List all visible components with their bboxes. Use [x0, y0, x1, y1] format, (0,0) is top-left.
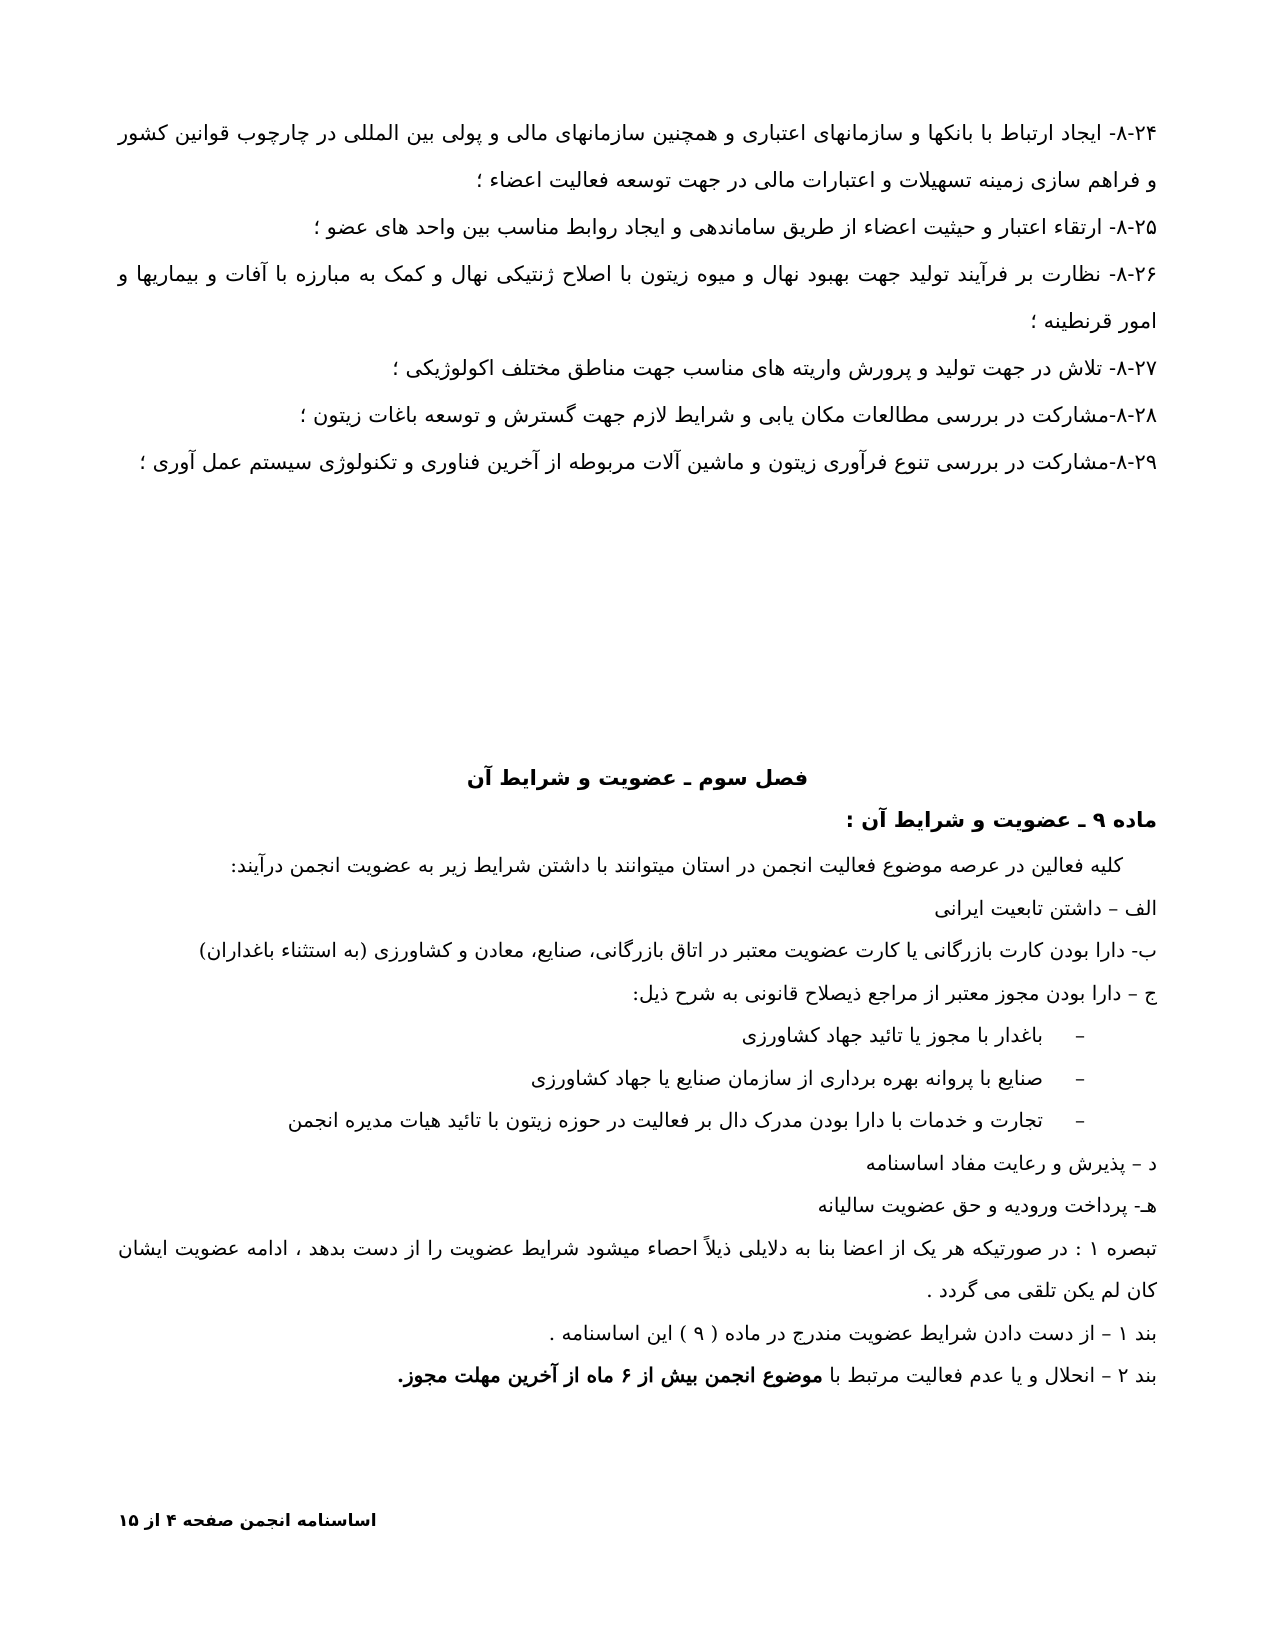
clause-8-26: ۸-۲۶- نظارت بر فرآیند تولید جهت بهبود نهال و میوه زیتون با اصلاح ژنتیکی نهال و کمک به مبارزه با آفات و بیماریها و امور قرنطینه ؛	[118, 262, 1157, 333]
clause-8-27: ۸-۲۷- تلاش در جهت تولید و پرورش واریته های مناسب جهت مناطق مختلف اکولوژیکی ؛	[392, 356, 1157, 380]
dash-mark: –	[1075, 1108, 1085, 1132]
dash-mark: –	[1075, 1065, 1085, 1090]
sub-item-text: باغدار با مجوز یا تائید جهاد کشاورزی	[741, 1023, 1043, 1047]
clause-8-28: ۸-۲۸-مشارکت در بررسی مطالعات مکان یابی و شرایط لازم جهت گسترش و توسعه باغات زیتون ؛	[299, 403, 1157, 427]
dash-mark: –	[1075, 1023, 1085, 1047]
condition-alef: الف – داشتن تابعیت ایرانی	[934, 895, 1157, 920]
note-1: تبصره ۱ : در صورتیکه هر یک از اعضا بنا به دلایلی ذیلاً احصاء میشود شرایط عضویت را از دست بدهد ، ادامه عضویت ایشان کان لم یکن تلقی می گردد .	[118, 1235, 1157, 1302]
band-2	[118, 1354, 1157, 1397]
condition-dal: د – پذیرش و رعایت مفاد اساسنامه	[865, 1150, 1157, 1175]
band-1: بند ۱ – از دست دادن شرایط عضویت مندرج در ماده ( ۹ ) این اساسنامه .	[548, 1320, 1157, 1345]
sub-item-text: تجارت و خدمات با دارا بودن مدرک دال بر فعالیت در حوزه زیتون با تائید هیات مدیره انجمن	[287, 1108, 1043, 1132]
sub-item-industry	[118, 1057, 1157, 1100]
clause-8-25: ۸-۲۵- ارتقاء اعتبار و حیثیت اعضاء از طریق ساماندهی و ایجاد روابط مناسب بین واحد های عضو ؛	[313, 215, 1157, 239]
condition-jim: ج – دارا بودن مجوز معتبر از مراجع ذیصلاح قانونی به شرح ذیل:	[632, 980, 1157, 1005]
membership-conditions	[118, 844, 1157, 1397]
sub-item-trade	[118, 1099, 1157, 1142]
condition-be: ب- دارا بودن کارت بازرگانی یا کارت عضویت معتبر در اتاق بازرگانی، صنایع، معادن و کشاورزی (به استثناء باغداران)	[198, 938, 1157, 962]
page-footer: اساسنامه انجمن صفحه ۴ از ۱۵	[118, 1511, 377, 1531]
section-title: فصل سوم ـ عضویت و شرایط آن	[466, 766, 809, 790]
document-page	[118, 110, 1157, 1387]
band-2-plain: بند ۲ – انحلال و یا عدم فعالیت مرتبط با	[822, 1363, 1157, 1387]
clause-8-29: ۸-۲۹-مشارکت در بررسی تنوع فرآوری زیتون و ماشین آلات مربوطه از آخرین فناوری و تکنولوژی سیستم عمل آوری ؛	[139, 450, 1157, 474]
article-title: ماده ۹ ـ عضویت و شرایط آن :	[845, 808, 1157, 832]
membership-intro: کلیه فعالین در عرصه موضوع فعالیت انجمن در استان میتوانند با داشتن شرایط زیر به عضویت انجمن درآیند:	[230, 853, 1123, 877]
objectives-clauses	[118, 110, 1157, 486]
clause-8-24: ۸-۲۴- ایجاد ارتباط با بانکها و سازمانهای اعتباری و همچنین سازمانهای مالی و پولی بین المللی در چارچوب قوانین کشور و فراهم سازی زمینه تسهیلات و اعتبارات مالی در جهت توسعه فعالیت اعضاء ؛	[118, 121, 1157, 192]
condition-he: هـ- پرداخت ورودیه و حق عضویت سالیانه	[817, 1193, 1157, 1217]
band-2-bold: موضوع انجمن بیش از ۶ ماه از آخرین مهلت مجوز.	[397, 1363, 823, 1387]
sub-item-gardener	[118, 1014, 1157, 1057]
sub-item-text: صنایع با پروانه بهره برداری از سازمان صنایع یا جهاد کشاورزی	[530, 1065, 1043, 1090]
